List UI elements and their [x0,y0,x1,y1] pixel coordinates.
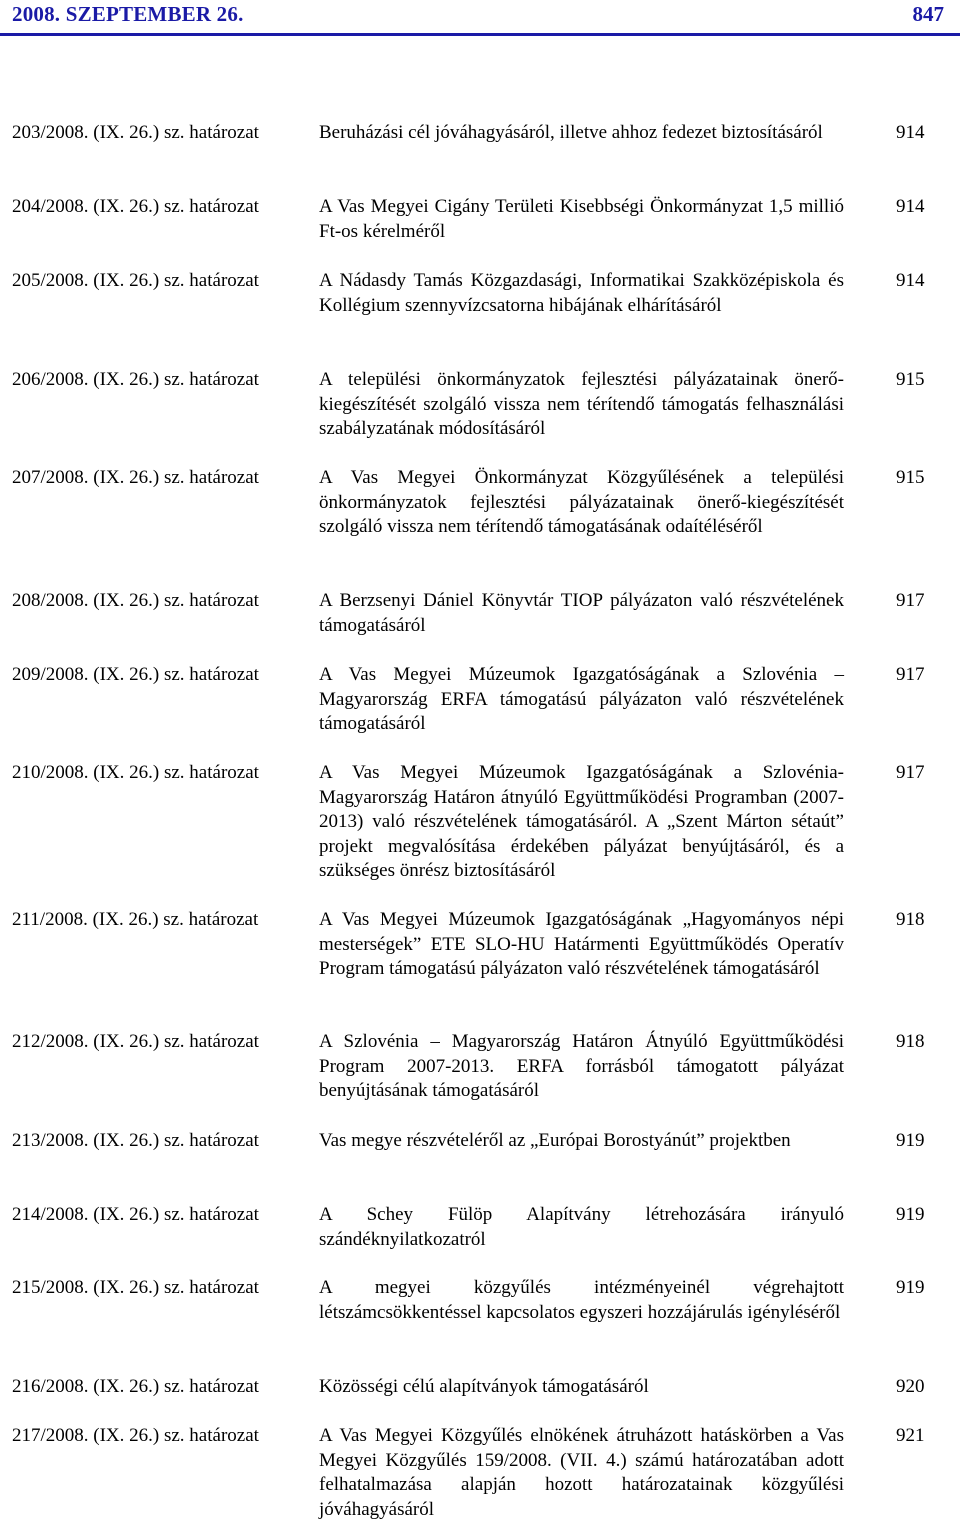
entry-title: A települési önkormányzatok fejlesztési pályázatainak önerő-kiegészítését szolgáló vissza nem térítendő támogatás felhasználási szabályzatának módosításáról [319,369,844,439]
entry-page-number: 917 [896,590,925,611]
entry-reference: 208/2008. (IX. 26.) sz. határozat [12,590,259,611]
entry-page-number: 919 [896,1204,925,1225]
entry-title: A Vas Megyei Közgyűlés elnökének átruházott hatáskörben a Vas Megyei Közgyűlés 159/2008. (VII. 4.) számú határozatában adott felhatalmazása alapján hozott határozatainak közgyűlési jóváhagyásáról [319,1425,844,1520]
entry-page-number: 914 [896,270,925,291]
entry-reference: 212/2008. (IX. 26.) sz. határozat [12,1031,259,1052]
entry-reference: 205/2008. (IX. 26.) sz. határozat [12,270,259,291]
entry-page-number: 920 [896,1376,925,1397]
entry-reference: 216/2008. (IX. 26.) sz. határozat [12,1376,259,1397]
entry-page-number: 919 [896,1130,925,1151]
entry-title: A Vas Megyei Múzeumok Igazgatóságának a Szlovénia-Magyarország Határon átnyúló Együttműködési Programban (2007-2013) való részvételének támogatásáról. A „Szent Márton sétaút” projekt megvalósítása érdekében pályázat benyújtásáról, és a szükséges önrész biztosításáról [319,762,844,881]
entry-title: Közösségi célú alapítványok támogatásáról [319,1376,649,1397]
entry-page-number: 915 [896,467,925,488]
entry-page-number: 917 [896,762,925,783]
entry-title: A Schey Fülöp Alapítvány létrehozására irányuló szándéknyilatkozatról [319,1204,844,1250]
header-page-number: 847 [912,2,944,26]
entry-reference: 215/2008. (IX. 26.) sz. határozat [12,1277,259,1298]
entry-title: A Vas Megyei Múzeumok Igazgatóságának a Szlovénia – Magyarország ERFA támogatású pályázaton való részvételének támogatásáról [319,664,844,734]
entry-reference: 213/2008. (IX. 26.) sz. határozat [12,1130,259,1151]
entry-title: A Vas Megyei Cigány Területi Kisebbségi Önkormányzat 1,5 millió Ft-os kérelméről [319,196,844,242]
entry-title: Vas megye részvételéről az „Európai Borostyánút” projektben [319,1130,791,1151]
entry-title: A megyei közgyűlés intézményeinél végrehajtott létszámcsökkentéssel kapcsolatos egyszeri hozzájárulás igényléséről [319,1277,844,1323]
entry-reference: 211/2008. (IX. 26.) sz. határozat [12,909,259,930]
entry-reference: 210/2008. (IX. 26.) sz. határozat [12,762,259,783]
entry-page-number: 919 [896,1277,925,1298]
entry-title: A Szlovénia – Magyarország Határon Átnyúló Együttműködési Program 2007-2013. ERFA forrásból támogatott pályázat benyújtásának támogatásáról [319,1031,844,1101]
entry-page-number: 921 [896,1425,925,1446]
entry-title: A Berzsenyi Dániel Könyvtár TIOP pályázaton való részvételének támogatásáról [319,590,844,636]
page-header [0,0,960,40]
entry-page-number: 918 [896,909,925,930]
entry-title: A Nádasdy Tamás Közgazdasági, Informatikai Szakközépiskola és Kollégium szennyvízcsatorna hibájának elhárításáról [319,270,844,316]
header-rule [0,33,960,36]
entry-title: Beruházási cél jóváhagyásáról, illetve ahhoz fedezet biztosításáról [319,122,823,143]
entry-reference: 204/2008. (IX. 26.) sz. határozat [12,196,259,217]
entry-reference: 209/2008. (IX. 26.) sz. határozat [12,664,259,685]
entry-page-number: 914 [896,122,925,143]
entry-page-number: 918 [896,1031,925,1052]
entry-reference: 206/2008. (IX. 26.) sz. határozat [12,369,259,390]
entry-reference: 207/2008. (IX. 26.) sz. határozat [12,467,259,488]
entry-reference: 203/2008. (IX. 26.) sz. határozat [12,122,259,143]
entry-reference: 214/2008. (IX. 26.) sz. határozat [12,1204,259,1225]
entry-page-number: 917 [896,664,925,685]
header-date: 2008. SZEPTEMBER 26. [12,2,244,26]
entry-title: A Vas Megyei Múzeumok Igazgatóságának „Hagyományos népi mesterségek” ETE SLO-HU Határmenti Együttműködés Operatív Program támogatású pályázaton való részvételének támogatásáról [319,909,844,979]
entry-page-number: 914 [896,196,925,217]
entry-title: A Vas Megyei Önkormányzat Közgyűlésének a települési önkormányzatok fejlesztési pályázatainak önerő-kiegészítését szolgáló vissza nem térítendő támogatásának odaítéléséről [319,467,844,537]
entry-page-number: 915 [896,369,925,390]
entry-reference: 217/2008. (IX. 26.) sz. határozat [12,1425,259,1446]
